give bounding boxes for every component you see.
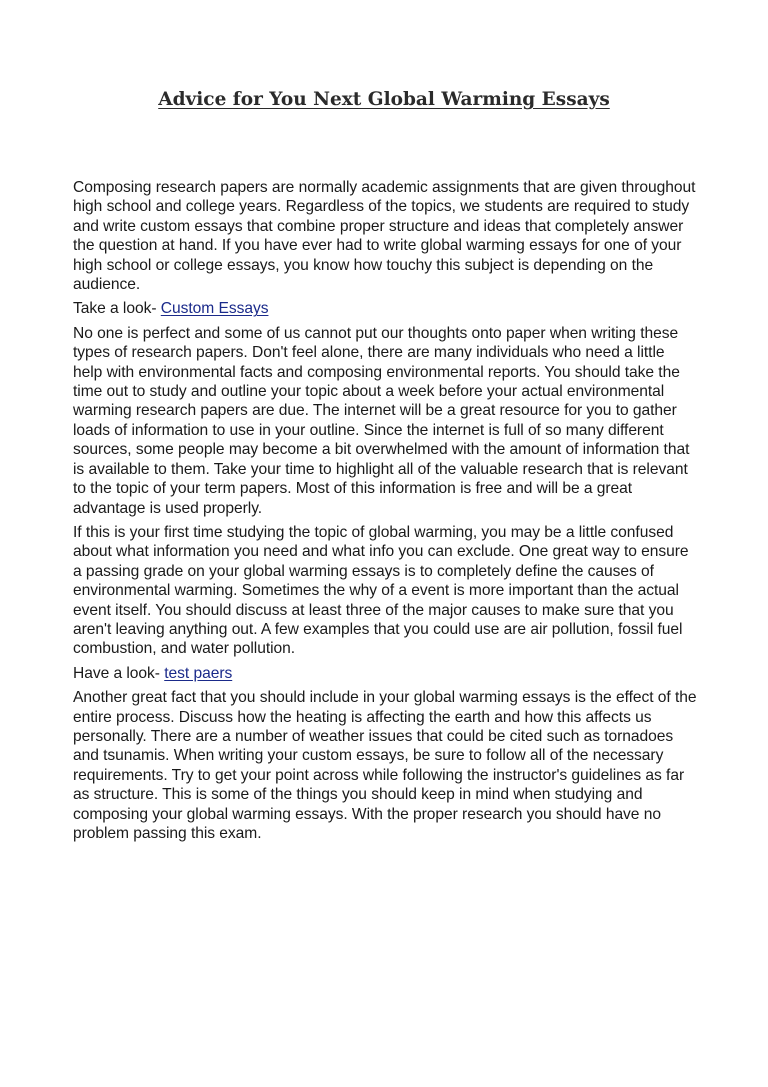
custom-essays-link[interactable]: Custom Essays xyxy=(160,300,269,318)
document-title: Advice for You Next Global Warming Essays xyxy=(158,89,610,110)
have-a-look-label: Have a look- xyxy=(73,664,165,682)
paragraph-effects: Another great fact that you should include in your global warming essays is the effect of the entire process. Discuss how the heating is affecting the earth and how this affects us personally. There are a number of weather issues that could be cited such as tornadoes and tsunamis. When writing your custom essays, be sure to follow all of the necessary requirements. Try to get your point across while following the instructor's guidelines as far as structure. This is some of the things you should keep in mind when studying and composing your global warming essays. With the proper research you should have no problem passing this exam. xyxy=(73,689,697,842)
paragraph-causes: If this is your first time studying the topic of global warming, you may be a little confused about what information you need and what info you can exclude. One great way to ensure a passing grade on your global warming essays is to completely define the causes of environmental warming. Sometimes the why of a event is more important than the actual event itself. You should discuss at least three of the major causes to make sure that you aren't leaving anything out. A few examples that you could use are air pollution, fossil fuel combustion, and water pollution. xyxy=(73,523,689,658)
have-a-look-line xyxy=(73,664,698,683)
take-a-look-line xyxy=(73,299,698,318)
document-body xyxy=(73,178,698,848)
take-a-look-label: Take a look- xyxy=(73,300,161,318)
test-paers-link[interactable]: test paers xyxy=(164,664,233,682)
paragraph-intro: Composing research papers are normally academic assignments that are given throughout high school and college years. Regardless of the topics, we students are required to study and write custom essays that combine proper structure and ideas that completely answer the question at hand. If you have ever had to write global warming essays for one of your high school or college essays, you know how touchy this subject is depending on the audience. xyxy=(73,179,696,294)
paragraph-research: No one is perfect and some of us cannot put our thoughts onto paper when writing these types of research papers. Don't feel alone, there are many individuals who need a little help with environmental facts and composing environmental reports. You should take the time out to study and outline your topic about a week before your actual environmental warming research papers are due. The internet will be a great resource for you to gather loads of information to use in your outline. Since the internet is full of so many different sources, some people may become a bit overwhelmed with the amount of information that is available to them. Take your time to highlight all of the valuable research that is relevant to the topic of your term papers. Most of this information is free and will be a great advantage is used properly. xyxy=(73,324,690,517)
